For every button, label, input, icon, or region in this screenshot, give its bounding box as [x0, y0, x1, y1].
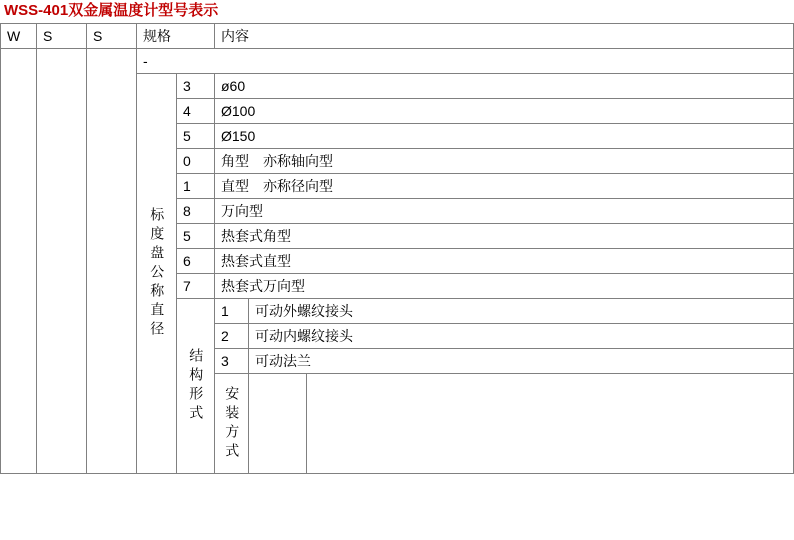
structure-code-cell: 7 [177, 274, 215, 299]
mount-method-blank-2 [307, 374, 794, 474]
mount-desc-cell: 可动外螺纹接头 [249, 299, 794, 324]
structure-code-cell: 1 [177, 174, 215, 199]
spacer-cell-s1 [37, 49, 87, 474]
structure-form-label: 结构形式 [188, 348, 205, 424]
table-header-row [1, 24, 794, 49]
header-cell-s1: S [37, 24, 87, 49]
mount-method-label: 安装方式 [224, 385, 241, 462]
mount-desc-cell: 可动法兰 [249, 349, 794, 374]
header-cell-content: 内容 [215, 24, 794, 49]
spacer-cell-w [1, 49, 37, 474]
mount-method-label-cell [215, 374, 249, 474]
mount-method-blank-1 [249, 374, 307, 474]
spacer-cell-s2 [87, 49, 137, 474]
header-cell-s2: S [87, 24, 137, 49]
mount-code-cell: 3 [215, 349, 249, 374]
dial-desc-cell: Ø100 [215, 99, 794, 124]
dial-desc-cell: Ø150 [215, 124, 794, 149]
dial-diameter-label-cell [137, 74, 177, 474]
dash-cell: - [137, 49, 794, 74]
structure-code-cell: 5 [177, 224, 215, 249]
structure-desc-cell: 万向型 [215, 199, 794, 224]
structure-form-label-cell [177, 299, 215, 474]
mount-code-cell: 1 [215, 299, 249, 324]
page-title: WSS-401双金属温度计型号表示 [4, 2, 219, 19]
structure-code-cell: 8 [177, 199, 215, 224]
structure-desc-cell: 直型 亦称径向型 [215, 174, 794, 199]
model-designation-table [0, 23, 794, 474]
header-cell-w: W [1, 24, 37, 49]
structure-desc-cell: 热套式直型 [215, 249, 794, 274]
mount-desc-cell: 可动内螺纹接头 [249, 324, 794, 349]
table-row [1, 49, 794, 74]
dial-code-cell: 3 [177, 74, 215, 99]
dial-code-cell: 4 [177, 99, 215, 124]
structure-code-cell: 0 [177, 149, 215, 174]
structure-desc-cell: 角型 亦称轴向型 [215, 149, 794, 174]
mount-code-cell: 2 [215, 324, 249, 349]
dial-diameter-label: 标度盘公称直径 [149, 207, 166, 340]
structure-code-cell: 6 [177, 249, 215, 274]
structure-desc-cell: 热套式角型 [215, 224, 794, 249]
dial-code-cell: 5 [177, 124, 215, 149]
header-cell-spec: 规格 [137, 24, 215, 49]
structure-desc-cell: 热套式万向型 [215, 274, 794, 299]
dial-desc-cell: ø60 [215, 74, 794, 99]
